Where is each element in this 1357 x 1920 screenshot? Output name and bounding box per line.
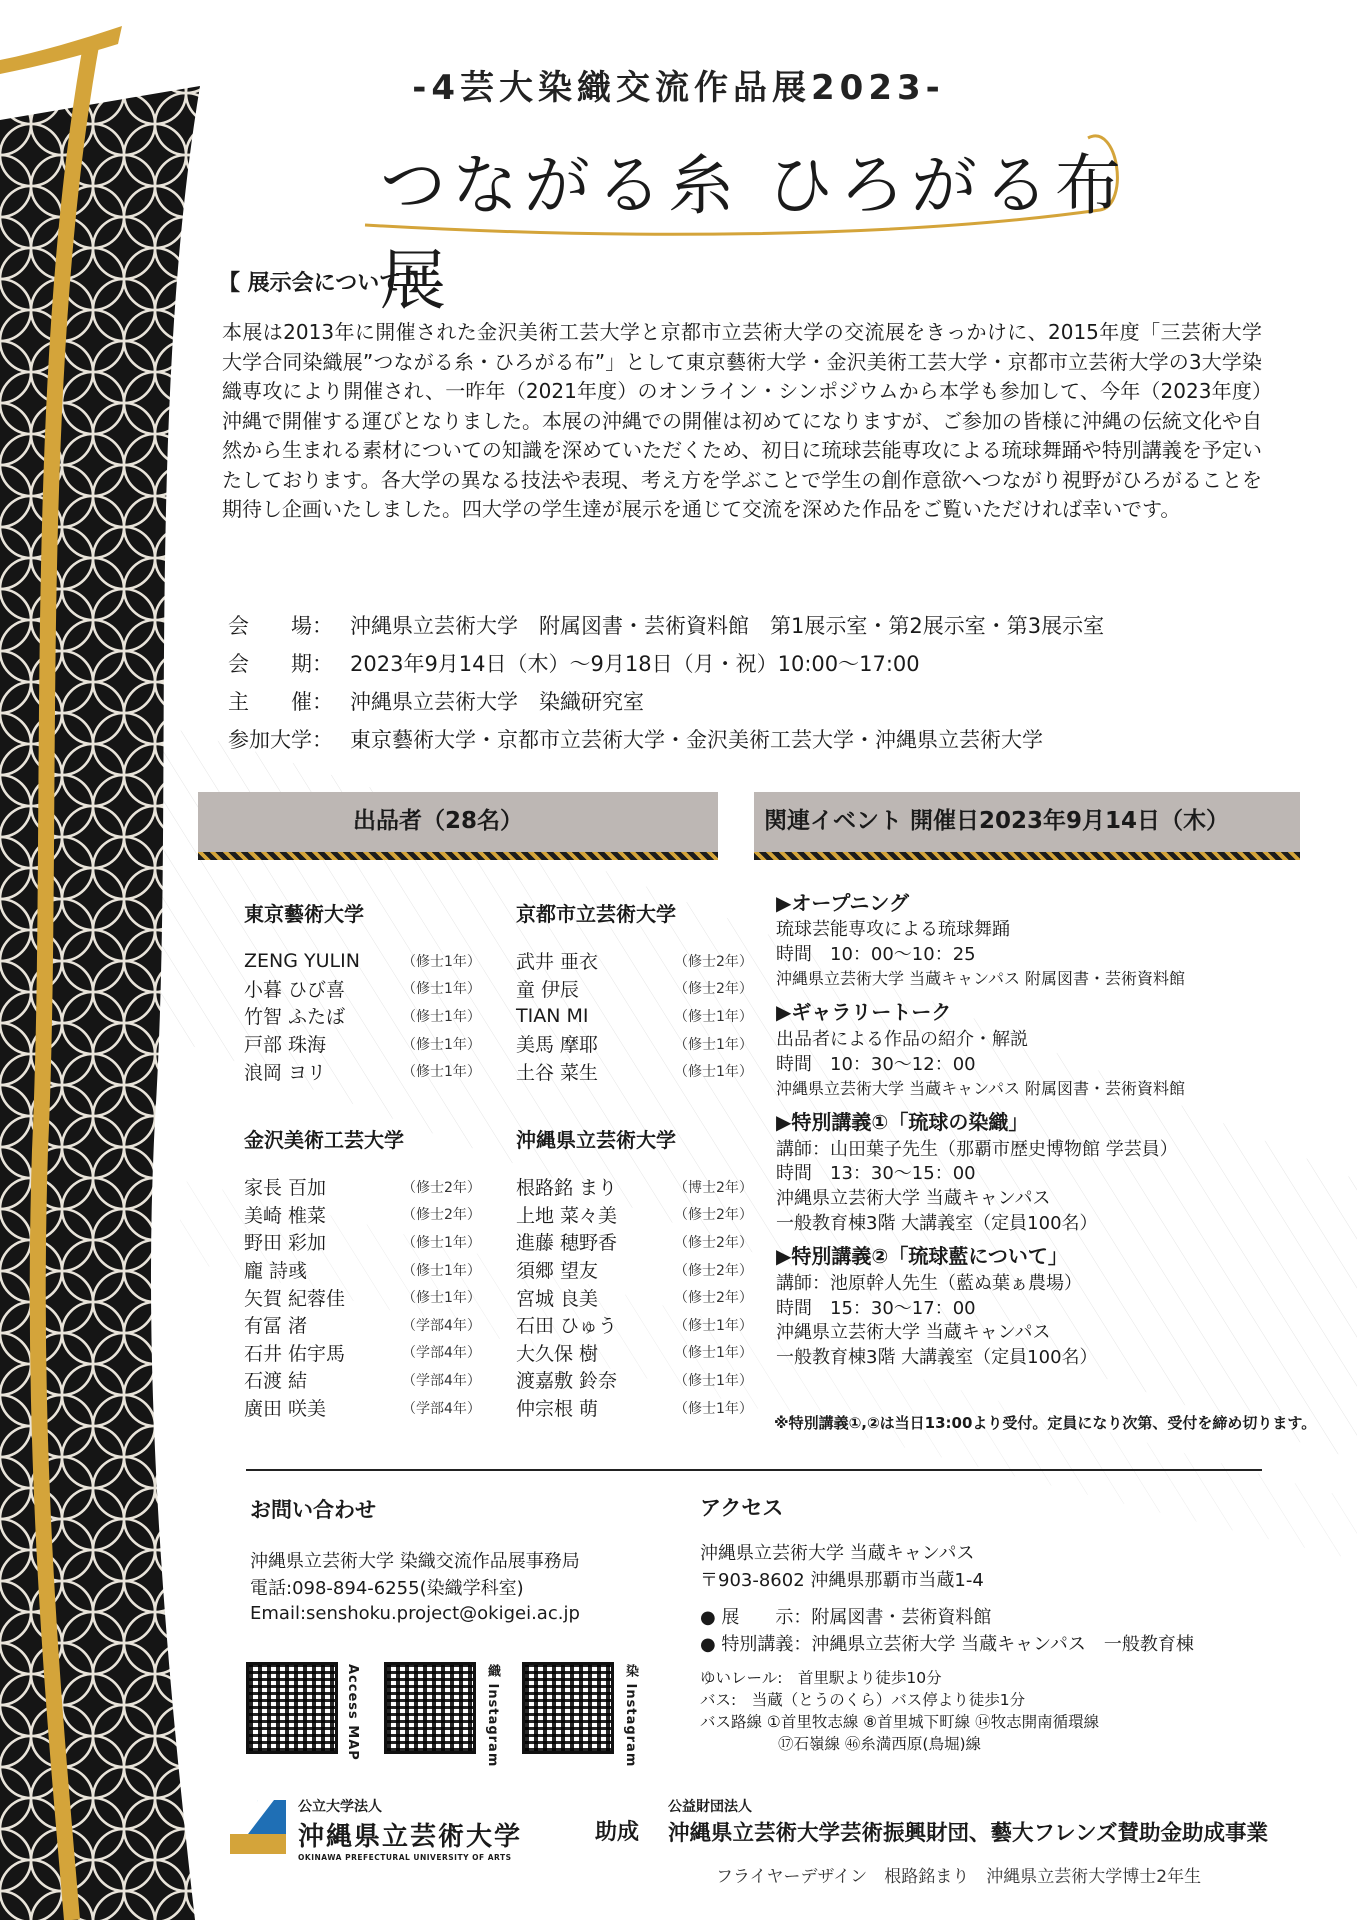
group-okinawa [516,1124,766,1421]
event-gallery-talk: ▶ギャラリートーク 出品者による作品の紹介・解説 時間 10：30〜12：00 沖縄県立芸術大学 当蔵キャンパス 附属図書・芸術資料館 [776,1000,1186,1098]
list-item: TIAN MI （修士1年） [516,1004,753,1027]
list-item: 石田 ひゅう （修士1年） [516,1315,753,1338]
qr-instagram-dyeing[interactable] [522,1662,614,1754]
exhibitors-banner: 出品者（28名） [198,792,718,852]
university-logo-icon [228,1798,288,1856]
events-list [776,880,1316,1368]
list-item: 家長 百加 （修士2年） [244,1177,481,1200]
list-item: 石渡 結 （学部4年） [244,1370,481,1393]
list-item: 龐 詩彧 （修士1年） [244,1260,481,1283]
university-name: 東京藝術大学 [244,902,364,926]
event-info [228,606,1288,758]
main-title: つながる糸 ひろがる布展 [380,147,1127,319]
list-item: 上地 菜々美 （修士2年） [516,1204,753,1227]
access-section: アクセス 沖縄県立芸術大学 当蔵キャンパス 〒903-8602 沖縄県那覇市当蔵1-4 ● 展 示：附属図書・芸術資料館 ● 特別講義：沖縄県立芸術大学 当蔵キャンパス 一般教育棟 ゆいレール: 首里駅より徒歩10分 バス: 当蔵（とうのくら）バス停より徒歩1分 バス路線 ①首里牧志線 ⑧首里城下町線 ⑭牧志開南循環線 ⑰石嶺線 ㊻糸満西原(鳥堀)線 [700,1492,1320,1754]
event-subtitle: -4芸大染織交流作品展2023- [412,68,945,108]
qr-instagram-weaving[interactable] [384,1662,476,1754]
university-name: 金沢美術工芸大学 [244,1128,404,1152]
event-lecture-2: ▶特別講義②「琉球藍について」 講師：池原幹人先生（藍ぬ葉ぁ農場） 時間 15：30〜17：00 沖縄県立芸術大学 当蔵キャンパス 一般教育棟3階 大講義室（定員100名） [776,1244,1098,1369]
list-item: 渡嘉敷 鈴奈 （修士1年） [516,1370,753,1393]
list-item: 有冨 渚 （学部4年） [244,1315,481,1338]
list-item: 宮城 良美 （修士2年） [516,1287,753,1310]
about-heading: 【 展示会について 】 [218,271,431,296]
support-label: 助成 [595,1820,640,1845]
list-item: 武井 亜衣 （修士2年） [516,951,753,974]
list-item: 童 伊辰 （修士2年） [516,978,753,1001]
lecture-note: ※特別講義①,②は当日13:00より受付。定員になり次第、受付を締め切ります。 [774,1414,1317,1432]
list-item: 廣田 咲美 （学部4年） [244,1398,481,1421]
list-item: 浪岡 ヨリ （修士1年） [244,1061,481,1084]
qr-label: Access MAP [345,1664,360,1761]
list-item: 石井 佑宇馬 （学部4年） [244,1342,481,1365]
list-item: 戸部 珠海 （修士1年） [244,1034,481,1057]
about-body: 本展は2013年に開催された金沢美術工芸大学と京都市立芸術大学の交流展をきっかけに、2015年度「三芸術大学大学合同染織展”つながる糸・ひろがる布”」として東京藝術大学・金沢美術工芸大学・京都市立芸術大学の3大学染織専攻により開催され、一昨年（2021年度）のオンライン・シンポジウムから本学も参加して、今年（2023年度）沖縄で開催する運びとなりました。本展の沖縄での開催は初めてになりますが、ご参加の皆様に沖縄の伝統文化や自然から生まれる素材についての知識を深めていただくため、初日に琉球芸能専攻による琉球舞踊や特別講義を予定いたしております。各大学の異なる技法や表現、考え方を学ぶことで学生の創作意欲へつながり視野がひろがることを期待し企画いたしました。四大学の学生達が展示を通じて交流を深めた作品をご覧いただければ幸いです。 [222,320,1262,521]
group-kyoto [516,898,766,1085]
group-kanazawa [244,1124,494,1421]
designer-credit: フライヤーデザイン 根路銘まり 沖縄県立芸術大学博士2年生 [716,1867,1202,1887]
list-item: 竹智 ふたば （修士1年） [244,1006,481,1029]
list-item: 野田 彩加 （修士1年） [244,1232,481,1255]
list-item: 進藤 穂野香 （修士2年） [516,1232,753,1255]
list-item: 仲宗根 萌 （修士1年） [516,1398,753,1421]
list-item: 須郷 望友 （修士2年） [516,1260,753,1283]
qr-label: 織 Instagram [485,1664,500,1768]
contact-email[interactable]: Email:senshoku.project@okigei.ac.jp [250,1603,580,1624]
qr-label: 染 Instagram [623,1664,638,1768]
list-item: 根路銘 まり （博士2年） [516,1177,753,1200]
list-item: 矢賀 紀蓉佳 （修士1年） [244,1287,481,1310]
info-venue: 会 場： 沖縄県立芸術大学 附属図書・芸術資料館 第1展示室・第2展示室・第3展示室 [228,614,1105,638]
support-info: 公益財団法人 沖縄県立芸術大学芸術振興財団、藝大フレンズ賛助金助成事業 [668,1799,1268,1846]
access-heading: アクセス [700,1496,784,1520]
contact-section: お問い合わせ 沖縄県立芸術大学 染織交流作品展事務局 電話:098-894-6255(染織学科室) Email:senshoku.project@okigei.ac.jp [250,1494,670,1627]
university-name: 沖縄県立芸術大学 [516,1128,676,1152]
university-name: 京都市立芸術大学 [516,902,676,926]
divider [246,1469,1262,1471]
list-item: 土谷 菜生 （修士1年） [516,1061,753,1084]
qr-access-map[interactable] [246,1662,338,1754]
event-lecture-1: ▶特別講義①「琉球の染織」 講師：山田葉子先生（那覇市歴史博物館 学芸員） 時間 13：30〜15：00 沖縄県立芸術大学 当蔵キャンパス 一般教育棟3階 大講義室（定員100名） [776,1110,1178,1234]
event-opening: ▶オープニング 琉球芸能専攻による琉球舞踊 時間 10：00〜10：25 沖縄県立芸術大学 当蔵キャンパス 附属図書・芸術資料館 [776,890,1186,988]
events-banner: 関連イベント 開催日2023年9月14日（木） [754,792,1300,852]
contact-heading: お問い合わせ [250,1498,376,1522]
group-tokyo [244,898,494,1085]
info-universities: 参加大学： 東京藝術大学・京都市立芸術大学・金沢美術工芸大学・沖縄県立芸術大学 [228,728,1043,752]
list-item: ZENG YULIN （修士1年） [244,949,481,972]
university-logo: 公立大学法人 沖縄県立芸術大学 OKINAWA PREFECTURAL UNIVERSITY OF ARTS [298,1799,523,1862]
info-organizer: 主 催： 沖縄県立芸術大学 染織研究室 [228,690,644,714]
list-item: 美崎 椎菜 （修士2年） [244,1204,481,1227]
list-item: 大久保 樹 （修士1年） [516,1342,753,1365]
list-item: 美馬 摩耶 （修士1年） [516,1034,753,1057]
list-item: 小暮 ひび喜 （修士1年） [244,978,481,1001]
info-period: 会 期： 2023年9月14日（木）〜9月18日（月・祝）10:00〜17:00 [228,652,920,676]
